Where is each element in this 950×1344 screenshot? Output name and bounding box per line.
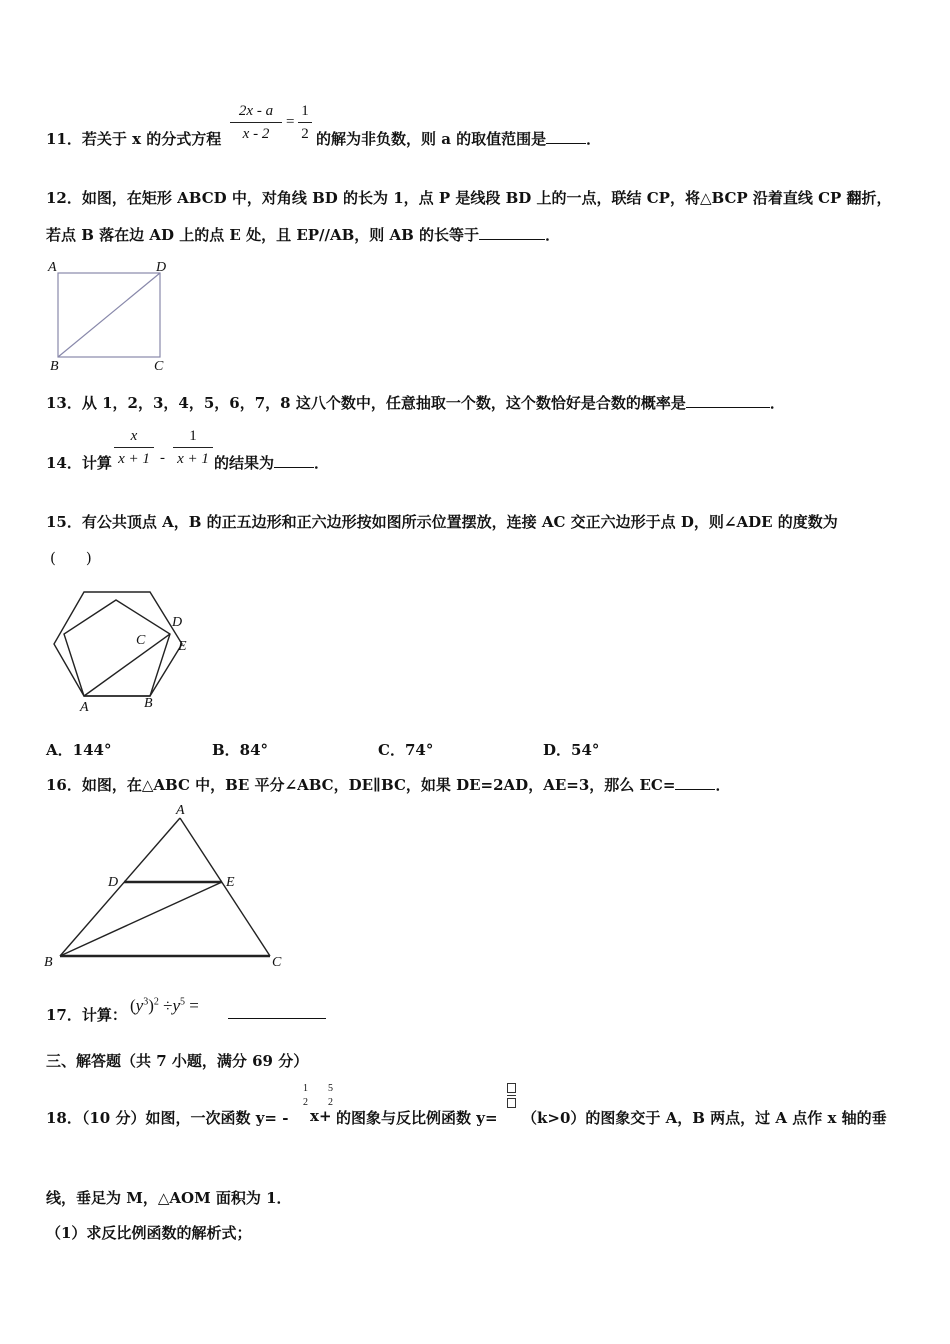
answer-blank xyxy=(546,131,586,144)
side-ac xyxy=(180,818,270,956)
q17-base-y2: y xyxy=(172,996,181,1015)
q14-minus: - xyxy=(160,450,165,466)
q12-rectangle-figure xyxy=(44,258,174,373)
q14-fraction-1 xyxy=(114,427,154,468)
label-a: A xyxy=(48,260,57,275)
q12-line2 xyxy=(46,224,560,245)
q12-line2-text: 若点 B 落在边 AD 上的点 E 处，且 EP//AB，则 AB 的长等于 xyxy=(46,226,480,244)
q14-prefix-line: 14．计算 xyxy=(46,454,112,472)
q11-number: 11． xyxy=(46,130,82,148)
label-a: A xyxy=(80,700,89,715)
label-c: C xyxy=(272,955,282,970)
q15-option-a[interactable]: A．144° xyxy=(46,741,112,759)
label-d: D xyxy=(108,875,119,890)
label-d: D xyxy=(172,615,183,630)
answer-blank xyxy=(274,455,314,468)
q17-paren-open: ( xyxy=(130,996,136,1015)
q11-frac-left-numerator: 2x - a xyxy=(238,103,274,119)
label-e: E xyxy=(226,875,235,890)
q15-option-c[interactable]: C．74° xyxy=(378,741,434,759)
answer-blank xyxy=(686,395,770,408)
q16-end: ． xyxy=(715,776,731,794)
q11-prefix: 若关于 x 的分式方程 xyxy=(81,130,222,148)
q14-suffix: 的结果为 xyxy=(214,454,275,472)
label-e: E xyxy=(178,639,187,654)
q18-k1-num: 1 xyxy=(303,1083,308,1094)
q17-expression xyxy=(130,996,199,1016)
segment-ac xyxy=(84,634,170,696)
q15-option-b[interactable]: B．84° xyxy=(212,741,269,759)
q11-equals: = xyxy=(286,114,295,130)
q16-triangle-figure xyxy=(40,800,290,972)
q12-end: ． xyxy=(545,226,561,244)
q11-line xyxy=(46,128,221,149)
label-a: A xyxy=(176,803,185,818)
answer-blank xyxy=(675,777,715,790)
label-b: B xyxy=(144,696,153,711)
q16-line xyxy=(46,774,730,795)
q14-frac1-denominator: x + 1 xyxy=(118,451,150,467)
side-ab xyxy=(60,818,180,956)
q14-frac1-numerator: x xyxy=(130,428,138,444)
q11-end: ． xyxy=(586,130,602,148)
q17-paren-close: ) xyxy=(148,996,154,1015)
q13-text: 13．从 1，2，3，4，5，6，7，8 这八个数中，任意抽取一个数，这个数恰好是合数的概率是 xyxy=(46,394,686,412)
q18-line1-a: 18．（10 分）如图，一次函数 y= - xyxy=(46,1109,289,1127)
q17-exp-5: 5 xyxy=(180,996,186,1008)
q18-part1: （1）求反比例函数的解析式； xyxy=(46,1224,252,1242)
answer-blank xyxy=(228,1006,326,1019)
q13-end: ． xyxy=(769,394,785,412)
q15-option-d[interactable]: D．54° xyxy=(543,741,600,759)
q12-line1: 12．如图，在矩形 ABCD 中，对角线 BD 的长为 1，点 P 是线段 BD 上的一点，联结 CP，将△BCP 沿着直线 CP 翻折， xyxy=(46,189,892,207)
label-c: C xyxy=(136,633,146,648)
q18-line1-b: x+ xyxy=(310,1107,332,1125)
answer-blank xyxy=(479,227,545,240)
q18-k-over-x-fraction xyxy=(507,1083,516,1108)
q14-end: ． xyxy=(314,454,330,472)
label-b: B xyxy=(50,359,59,373)
q18-line1-d: （k>0）的图象交于 A，B 两点，过 A 点作 x 轴的垂 xyxy=(522,1109,887,1127)
section-3-title: 三、解答题（共 7 小题，满分 69 分） xyxy=(46,1052,309,1070)
diagonal-bd xyxy=(58,273,160,357)
q18-k2-den: 2 xyxy=(328,1097,333,1108)
q13-line xyxy=(46,392,785,413)
q11-frac-right-numerator: 1 xyxy=(301,103,309,119)
q15-line2: ( ) xyxy=(50,549,92,567)
q18-k2-num: 5 xyxy=(328,1083,333,1094)
label-c: C xyxy=(154,359,164,373)
segment-be xyxy=(60,882,222,956)
q11-frac-left-denominator: x - 2 xyxy=(242,126,270,142)
q18-line1-c: 的图象与反比例函数 y= xyxy=(336,1109,498,1127)
q18-k1-den: 2 xyxy=(303,1097,308,1108)
q18-line2: 线，垂足为 M，△AOM 面积为 1． xyxy=(46,1189,292,1207)
label-b: B xyxy=(44,955,53,970)
label-d: D xyxy=(156,260,167,275)
q11-fraction-right xyxy=(298,102,312,143)
q16-text: 16．如图，在△ABC 中，BE 平分∠ABC，DE∥BC，如果 DE=2AD，AE=3，那么 EC= xyxy=(46,776,676,794)
q14-frac2-denominator: x + 1 xyxy=(177,451,209,467)
q17-base-y: y xyxy=(135,996,144,1015)
pentagon xyxy=(64,600,170,696)
q14-frac2-numerator: 1 xyxy=(189,428,197,444)
q17-line: 17．计算： xyxy=(46,1006,127,1024)
q15-line1: 15．有公共顶点 A，B 的正五边形和正六边形按如图所示位置摆放，连接 AC 交正六边形于点 D，则∠ADE 的度数为 xyxy=(46,513,838,531)
hexagon xyxy=(54,592,182,696)
q11-suffix: 的解为非负数，则 a 的取值范围是 xyxy=(316,130,547,148)
q14-fraction-2 xyxy=(173,427,213,468)
q17-exp-3: 3 xyxy=(143,996,149,1008)
q11-frac-right-denominator: 2 xyxy=(301,126,309,142)
q17-div: ÷ xyxy=(163,996,173,1015)
q11-suffix-line xyxy=(316,128,601,149)
q15-polygon-figure xyxy=(46,584,206,716)
q17-exp-2: 2 xyxy=(153,996,159,1008)
q17-equals: = xyxy=(189,996,199,1015)
q14-suffix-line xyxy=(214,452,329,473)
q11-fraction-left xyxy=(230,102,282,143)
